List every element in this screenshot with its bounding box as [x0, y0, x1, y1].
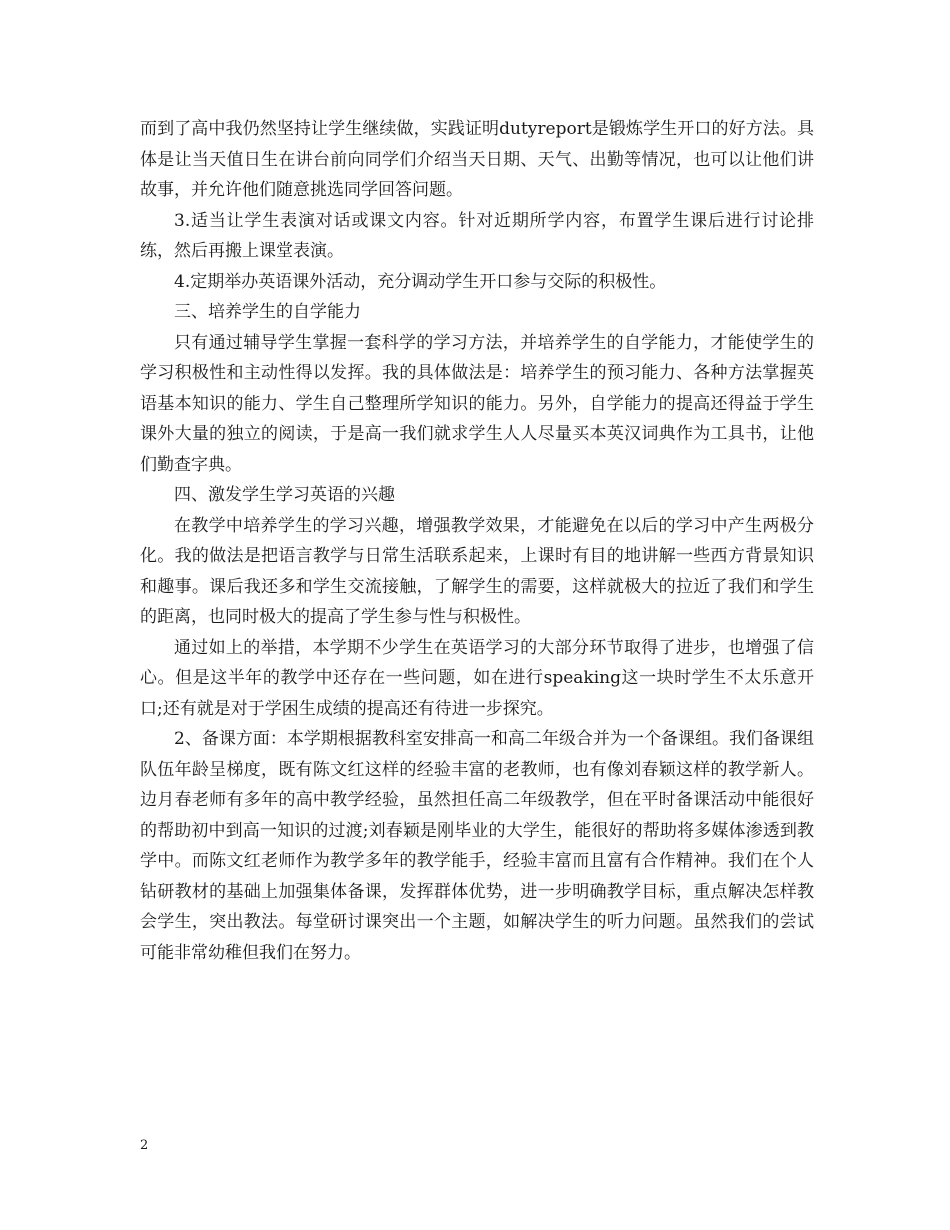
paragraph-continuation: 而到了高中我仍然坚持让学生继续做，实践证明dutyreport是锻炼学生开口的好方法。具体是让当天值日生在讲台前向同学们介绍当天日期、天气、出勤等情况，也可以让他们讲故事，并允许他们随意挑选同学回答问题。 — [140, 119, 814, 200]
paragraph-lesson-prep: 2、备课方面：本学期根据教科室安排高一和高二年级合并为一个备课组。我们备课组队伍年龄呈梯度，既有陈文红这样的经验丰富的老教师，也有像刘春颖这样的教学新人。边月春老师有多年的高中教学经验，虽然担任高二年级教学，但在平时备课活动中能很好的帮助初中到高一知识的过渡;刘春颖是刚毕业的大学生，能很好的帮助将多媒体渗透到教学中。而陈文红老师作为教学多年的教学能手，经验丰富而且富有合作精神。我们在个人钻研教材的基础上加强集体备课，发挥群体优势，进一步明确教学目标，重点解决怎样教会学生，突出教法。每堂研讨课突出一个主题，如解决学生的听力问题。虽然我们的尝试可能非常幼稚但我们在努力。 — [140, 729, 814, 963]
paragraph-results: 通过如上的举措，本学期不少学生在英语学习的大部分环节取得了进步，也增强了信心。但是这半年的教学中还存在一些问题，如在进行speaking这一块时学生不太乐意开口;还有就是对于学困生成绩的提高还有待进一步探究。 — [140, 637, 814, 719]
paragraph-item-3: 3.适当让学生表演对话或课文内容。针对近期所学内容，布置学生课后进行讨论排练，然后再搬上课堂表演。 — [140, 210, 814, 261]
section-heading-3: 三、培养学生的自学能力 — [174, 302, 361, 322]
body-text — [140, 114, 814, 968]
paragraph-item-4: 4.定期举办英语课外活动，充分调动学生开口参与交际的积极性。 — [174, 271, 667, 292]
section-heading-4: 四、激发学生学习英语的兴趣 — [174, 485, 395, 505]
page-number: 2 — [140, 1138, 149, 1153]
paragraph-self-study: 只有通过辅导学生掌握一套科学的学习方法，并培养学生的自学能力，才能使学生的学习积极性和主动性得以发挥。我的具体做法是：培养学生的预习能力、各种方法掌握英语基本知识的能力、学生自己整理所学知识的能力。另外，自学能力的提高还得益于学生课外大量的独立的阅读，于是高一我们就求学生人人尽量买本英汉词典作为工具书，让他们勤查字典。 — [140, 332, 814, 475]
paragraph-interest: 在教学中培养学生的学习兴趣，增强教学效果，才能避免在以后的学习中产生两极分化。我的做法是把语言教学与日常生活联系起来，上课时有目的地讲解一些西方背景知识和趣事。课后我还多和学生交流接触，了解学生的需要，这样就极大的拉近了我们和学生的距离，也同时极大的提高了学生参与性与积极性。 — [140, 515, 814, 627]
